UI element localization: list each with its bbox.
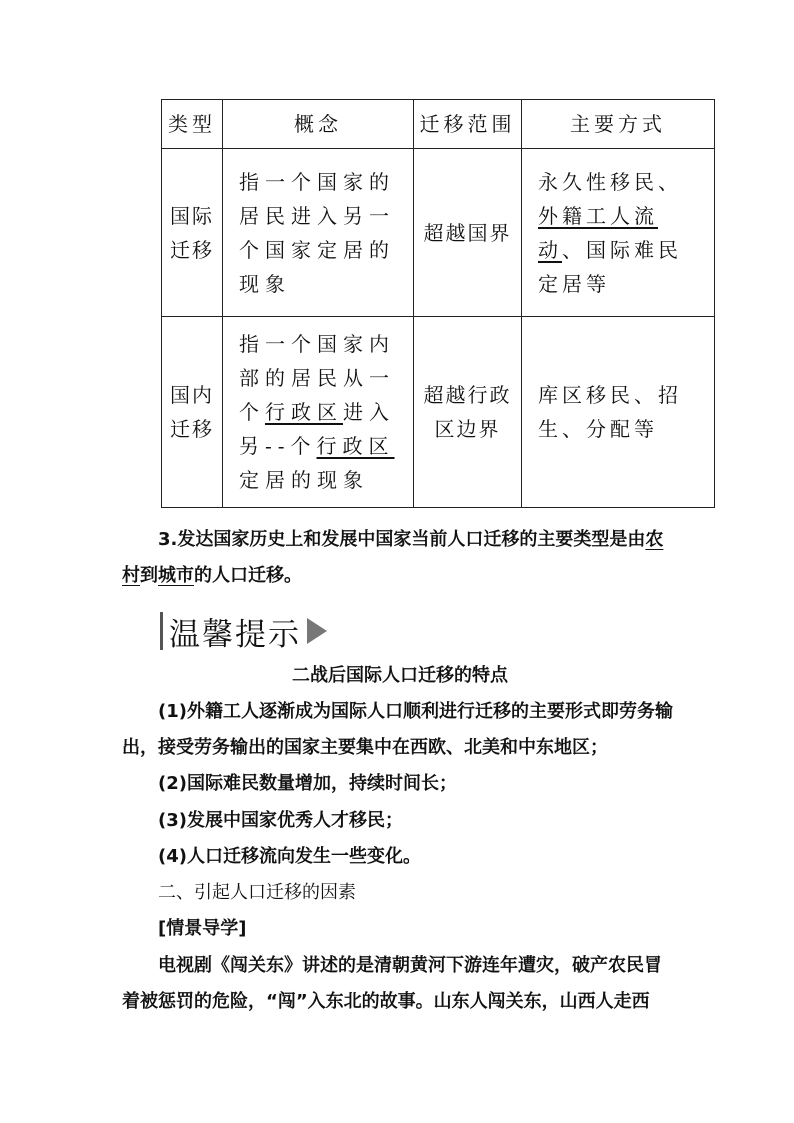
concept-cell: 指一个国家的 居民进入另一 个国家定居的 现象 — [223, 149, 414, 317]
tip-item: (3)发展中国家优秀人才移民； — [158, 810, 403, 831]
point-3-paragraph: 3.发达国家历史上和发展中国家当前人口迁移的主要类型是由农村到城市的人口迁移。 — [122, 529, 664, 586]
section-heading: 二、引起人口迁移的因素 — [158, 882, 356, 903]
header-type: 类型 — [162, 100, 223, 149]
underlined-term: 农村 — [122, 529, 664, 586]
type-cell: 国际 迁移 — [162, 149, 223, 317]
header-methods: 主要方式 — [522, 100, 715, 149]
underlined-term: 行政区 — [316, 434, 395, 458]
concept-cell: 指一个国家内 部的居民从一 个行政区进入 另--个行政区 定居的现象 — [223, 317, 414, 508]
scenario-paragraph: 电视剧《闯关东》讲述的是清朝黄河下游连年遭灾，破产农民冒着被惩罚的危险，“闯”入东北的故事。山东人闯关东，山西人走西 — [122, 955, 662, 1012]
tip-item: (1)外籍工人逐渐成为国际人口顺利进行迁移的主要形式即劳务输出，接受劳务输出的国家主要集中在西欧、北美和中东地区； — [122, 701, 673, 758]
tip-subtitle: 二战后国际人口迁移的特点 — [292, 665, 508, 686]
header-scope: 迁移范围 — [414, 100, 522, 149]
underlined-term: 行政区 — [265, 400, 343, 424]
header-concept: 概念 — [223, 100, 414, 149]
underlined-term: 城市 — [158, 565, 194, 586]
underlined-term: 外籍工人流动 — [538, 203, 658, 262]
tip-item: (4)人口迁移流向发生一些变化。 — [158, 846, 421, 867]
methods-cell: 库区移民、招生、分配等 — [522, 317, 715, 508]
tip-heading — [160, 609, 327, 653]
tip-title: 温馨提示 — [169, 616, 301, 653]
scope-cell: 超越行政 区边界 — [414, 317, 522, 508]
scope-cell: 超越国界 — [414, 149, 522, 317]
tip-item: (2)国际难民数量增加，持续时间长； — [158, 773, 457, 794]
table-row — [162, 149, 715, 317]
section-label: [情景导学] — [158, 918, 247, 939]
tip-bar-icon — [160, 612, 163, 650]
migration-type-table — [161, 99, 715, 508]
triangle-right-icon — [307, 618, 327, 644]
methods-cell: 永久性移民、外籍工人流动、国际难民定居等 — [522, 149, 715, 317]
type-cell: 国内 迁移 — [162, 317, 223, 508]
table-row — [162, 317, 715, 508]
